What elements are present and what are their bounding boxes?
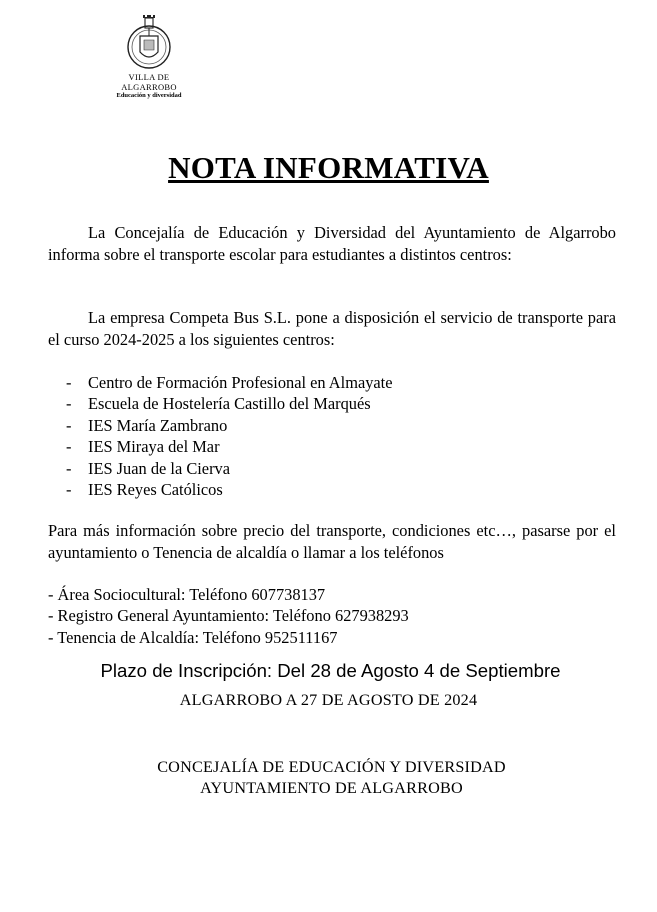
list-item <box>66 393 393 414</box>
document-title: NOTA INFORMATIVA <box>168 150 489 185</box>
phone-item-registro: - Registro General Ayuntamiento: Teléfono 627938293 <box>48 606 409 626</box>
signature-block <box>0 757 657 799</box>
phone-item-sociocultural: - Área Sociocultural: Teléfono 607738137 <box>48 585 326 604</box>
list-marker: - <box>66 437 72 457</box>
list-marker: - <box>66 415 72 435</box>
list-marker: - <box>66 373 72 392</box>
list-item <box>66 479 393 500</box>
intro-paragraph: La Concejalía de Educación y Diversidad del Ayuntamiento de Algarrobo informa sobre el transporte escolar para estudiantes a distintos centros: <box>48 223 616 264</box>
logo-subtitle: Educación y diversidad <box>116 92 182 99</box>
coat-of-arms-icon <box>126 14 172 72</box>
list-item <box>66 372 393 393</box>
list-item <box>66 436 393 457</box>
document-date: ALGARROBO A 27 DE AGOSTO DE 2024 <box>179 691 478 709</box>
signature-line2: AYUNTAMIENTO DE ALGARROBO <box>200 779 463 797</box>
list-item-text: IES Reyes Católicos <box>88 480 223 500</box>
list-item-text: IES Miraya del Mar <box>88 437 220 457</box>
list-item-text: Escuela de Hostelería Castillo del Marqués <box>88 394 371 414</box>
info-paragraph: Para más información sobre precio del transporte, condiciones etc…, pasarse por el ayuntamiento o Tenencia de alcaldía o llamar a los teléfonos <box>48 521 616 562</box>
list-item-text: IES Juan de la Cierva <box>88 458 231 478</box>
list-item-text: IES María Zambrano <box>88 415 228 435</box>
municipal-logo <box>108 14 190 100</box>
registration-deadline: Plazo de Inscripción: Del 28 de Agosto 4 de Septiembre <box>100 660 561 681</box>
list-marker: - <box>66 394 72 414</box>
list-item-text: Centro de Formación Profesional en Almayate <box>88 373 393 392</box>
logo-text-line1: VILLA DE <box>128 72 170 82</box>
centros-list <box>66 372 393 500</box>
list-item <box>66 415 393 436</box>
logo-text-line2: ALGARROBO <box>121 82 177 92</box>
service-paragraph: La empresa Competa Bus S.L. pone a disposición el servicio de transporte para el curso 2024-2025 a los siguientes centros: <box>48 308 616 349</box>
list-item <box>66 458 393 479</box>
signature-line1: CONCEJALÍA DE EDUCACIÓN Y DIVERSIDAD <box>157 758 506 776</box>
phone-list <box>48 584 409 648</box>
list-marker: - <box>66 480 72 500</box>
list-marker: - <box>66 458 72 478</box>
phone-item-tenencia: - Tenencia de Alcaldía: Teléfono 952511167 <box>48 627 338 647</box>
